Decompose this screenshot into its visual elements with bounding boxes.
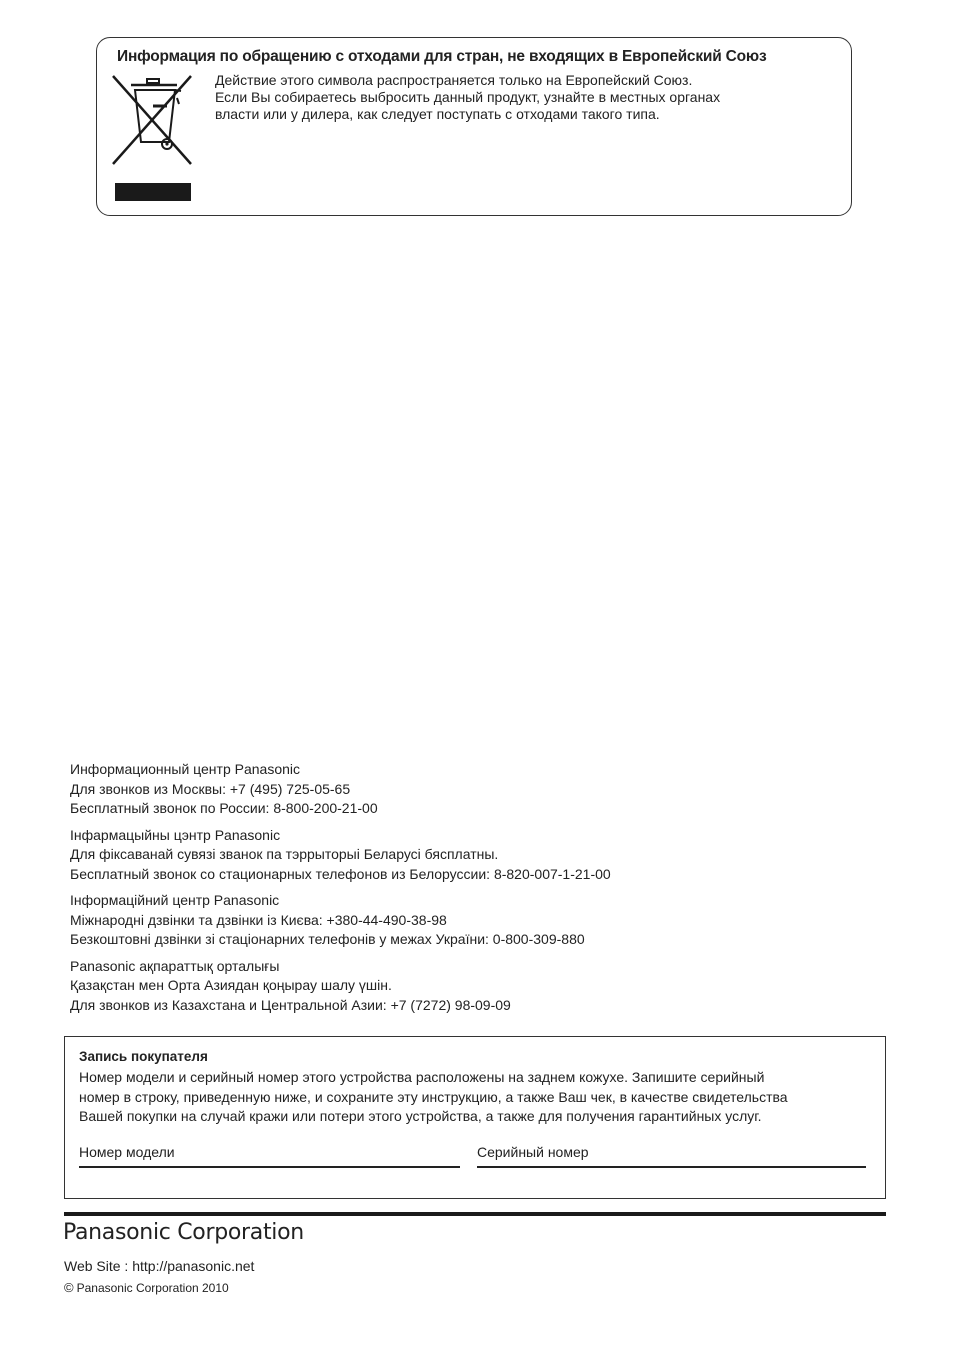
owner-record-box <box>64 1036 886 1199</box>
copyright-notice <box>64 1280 229 1295</box>
copyright-symbol: © <box>64 1280 74 1295</box>
waste-notice-line: Действие этого символа распространяется только на Европейский Союз. <box>215 72 693 88</box>
contact-line: Бесплатный звонок по России: 8-800-200-21-00 <box>70 800 378 816</box>
serial-number-field[interactable] <box>477 1144 866 1168</box>
contact-group-belarus <box>70 826 850 885</box>
owner-record-line: номер в строку, приведенную ниже, и сохраните эту инструкцию, а также Ваш чек, в качестве свидетельства <box>79 1088 788 1105</box>
model-number-label: Номер модели <box>79 1144 175 1160</box>
waste-notice-line: власти или у дилера, как следует поступать с отходами такого типа. <box>215 106 660 122</box>
contact-line: Для звонков из Москвы: +7 (495) 725-05-65 <box>70 780 351 797</box>
footer-divider <box>64 1212 886 1216</box>
waste-icon-bar <box>115 183 191 201</box>
owner-record-line: Номер модели и серийный номер этого устройства расположены на заднем кожухе. Запишите серийный <box>79 1069 765 1085</box>
website-text: Web Site : http://panasonic.net <box>64 1258 255 1274</box>
owner-record-body <box>79 1068 871 1127</box>
contact-line: Қазақстан мен Орта Азиядан қоңырау шалу үшін. <box>70 977 392 993</box>
contact-group-ukraine <box>70 891 850 950</box>
model-number-field[interactable] <box>79 1144 460 1168</box>
contact-line: Інфармацыйны цэнтр Panasonic <box>70 826 281 843</box>
crossed-out-wheelie-bin-icon <box>109 72 195 168</box>
copyright-text: Panasonic Corporation 2010 <box>76 1281 229 1295</box>
contact-line: Інформаційний центр Panasonic <box>70 892 280 908</box>
contact-group-kazakhstan <box>70 957 850 1016</box>
contact-line: Для звонков из Казахстана и Центральной Азии: +7 (7272) 98-09-09 <box>70 996 511 1013</box>
waste-disposal-notice <box>96 37 852 216</box>
contact-line: Міжнародні дзвінки та дзвінки із Києва: +380-44-490-38-98 <box>70 911 447 928</box>
contact-group-russia <box>70 760 850 819</box>
contact-line: Для фіксаванай сувязі званок па тэррыторыі Беларусі бясплатны. <box>70 846 499 862</box>
contact-line: Безкоштовні дзвінки зі стаціонарних телефонів у межах України: 0-800-309-880 <box>70 931 585 947</box>
contact-line: Информационный центр Panasonic <box>70 761 301 777</box>
contact-information <box>70 760 850 1022</box>
owner-record-title: Запись покупателя <box>79 1049 208 1064</box>
serial-number-label: Серийный номер <box>477 1144 589 1160</box>
waste-notice-body <box>215 72 825 123</box>
waste-notice-line: Если Вы собираетесь выбросить данный продукт, узнайте в местных органах <box>215 89 721 105</box>
contact-line: Panasonic ақпараттық орталығы <box>70 957 280 974</box>
contact-line: Бесплатный звонок со стационарных телефонов из Белоруссии: 8-820-007-1-21-00 <box>70 865 611 882</box>
owner-record-line: Вашей покупки на случай кражи или потери этого устройства, а также для получения гарантийных услуг. <box>79 1108 762 1124</box>
corporation-name: Panasonic Corporation <box>63 1220 304 1245</box>
waste-notice-title: Информация по обращению с отходами для стран, не входящих в Европейский Союз <box>117 48 767 65</box>
